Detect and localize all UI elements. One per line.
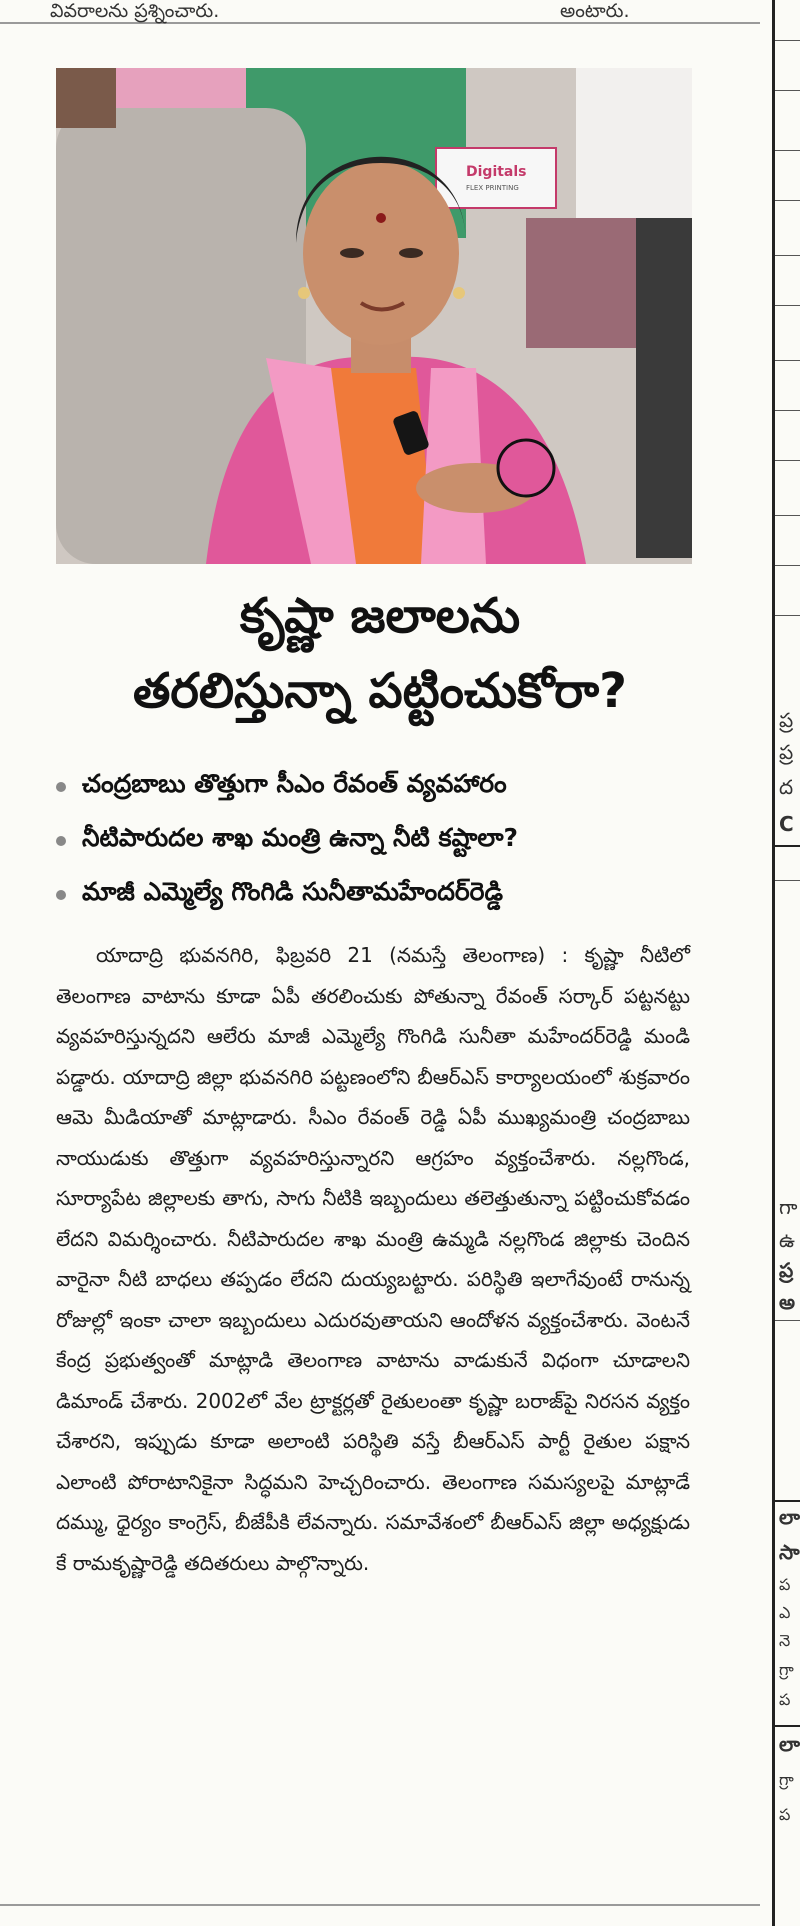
- edge-glyph: సా: [779, 1540, 800, 1564]
- edge-glyph: ఎ: [779, 1603, 791, 1622]
- bullet-text: నీటిపారుదల శాఖ మంత్రి ఉన్నా నీటి కష్టాలా?: [82, 823, 519, 852]
- edge-glyph: ద: [779, 775, 794, 799]
- edge-glyph: లా: [779, 1732, 800, 1756]
- edge-glyph: గ్రా: [779, 1660, 794, 1679]
- edge-glyph: ప: [779, 1690, 791, 1709]
- banner-text: Digitals: [466, 164, 527, 180]
- edge-glyph: లా: [779, 1505, 800, 1529]
- edge-glyph: ప: [779, 1575, 791, 1594]
- highlight-bullets: [56, 760, 746, 922]
- article-body-paragraph: యాదాద్రి భువనగిరి, ఫిబ్రవరి 21 (నమస్తే తెలంగాణ) : కృష్ణా నీటిలో తెలంగాణ వాటాను కూడా ఏపీ తరలించుకు పోతున్నా రేవంత్ సర్కార్ పట్టనట్టు వ్యవహరిస్తున్నదని ఆలేరు మాజీ ఎమ్మెల్యే గొంగిడి సునీతా మహేందర్‌రెడ్డి మండి పడ్డారు. యాదాద్రి జిల్లా భువనగిరి పట్టణంలోని బీఆర్‌ఎస్ కార్యాలయంలో శుక్రవారం ఆమె మీడియాతో మాట్లాడారు. సీఎం రేవంత్ రెడ్డి ఏపీ ముఖ్యమంత్రి చంద్రబాబు నాయుడుకు తొత్తుగా వ్యవహరిస్తున్నారని ఆగ్రహం వ్యక్తంచేశారు. నల్లగొండ, సూర్యాపేట జిల్లాలకు తాగు, సాగు నీటికి ఇబ్బందులు తలెత్తుతున్నా పట్టించుకోవడం లేదని విమర్శించారు. నీటిపారుదల శాఖ మంత్రి ఉమ్మడి నల్లగొండ జిల్లాకు చెందిన వారైనా నీటి బాధలు తప్పడం లేదని దుయ్యబట్టారు. పరిస్థితి ఇలాగేవుంటే రానున్న రోజుల్లో ఇంకా చాలా ఇబ్బందులు ఎదురవుతాయని ఆందోళన వ్యక్తంచేశారు. వెంటనే కేంద్ర ప్రభుత్వంతో మాట్లాడి తెలంగాణ వాటాను వాడుకునే విధంగా చూడాలని డిమాండ్ చేశారు. 2002లో వేల ట్రాక్టర్లతో రైతులంతా కృష్ణా బరాజ్‌పై నిరసన వ్యక్తం చేశారని, ఇప్పుడు కూడా అలాంటి పరిస్థితి వస్తే బీఆర్‌ఎస్ పార్టీ రైతుల పక్షాన ఎలాంటి పోరాటానికైనా సిద్ధమని హెచ్చరించారు. తెలంగాణ సమస్యలపై మాట్లాడే దమ్ము, ధైర్యం కాంగ్రెస్, బీజేపీకి లేవన్నారు. సమావేశంలో బీఆర్‌ఎస్ జిల్లా అధ్యక్షుడు కే రామకృష్ణారెడ్డి తదితరులు పాల్గొన్నారు.: [56, 943, 690, 1575]
- edge-glyph: ప్ర: [779, 1258, 794, 1282]
- edge-glyph: C: [779, 812, 794, 836]
- speaker-photo-illustration: [56, 68, 692, 564]
- headline-line-2: తరలిస్తున్నా పట్టించుకోరా?: [133, 663, 627, 719]
- bullet-dot-icon: [56, 782, 66, 792]
- edge-glyph: ప: [779, 1805, 791, 1824]
- edge-glyph: ప్ర: [779, 708, 794, 732]
- adjacent-column-edge: [772, 0, 800, 1926]
- bullet-item: [56, 814, 746, 868]
- edge-glyph: అ: [779, 1290, 795, 1314]
- bottom-rule: [0, 1904, 760, 1906]
- previous-article-fragment-right: అంటారు.: [560, 0, 630, 22]
- bullet-dot-icon: [56, 836, 66, 846]
- edge-glyph: ఉ: [779, 1228, 795, 1252]
- edge-glyph: గ్రా: [779, 1770, 794, 1789]
- bullet-text: చంద్రబాబు తొత్తుగా సీఎం రేవంత్ వ్యవహారం: [82, 769, 507, 798]
- bullet-item: [56, 868, 746, 922]
- article-body: [56, 935, 690, 1583]
- edge-glyph: నె: [779, 1631, 791, 1650]
- bullet-item: [56, 760, 746, 814]
- previous-article-strip: [0, 0, 760, 24]
- banner-subtext: FLEX PRINTING: [466, 184, 519, 192]
- previous-article-fragment-left: వివరాలను ప్రశ్నించారు.: [50, 0, 220, 22]
- headline-line-1: కృష్ణా జలాలను: [239, 588, 521, 644]
- edge-glyph: ప్ర: [779, 740, 794, 764]
- bullet-dot-icon: [56, 890, 66, 900]
- bullet-text: మాజీ ఎమ్మెల్యే గొంగిడి సునీతామహేందర్‌రెడ్డి: [82, 877, 504, 906]
- article-photo: [56, 68, 692, 564]
- edge-glyph: గా: [779, 1195, 798, 1219]
